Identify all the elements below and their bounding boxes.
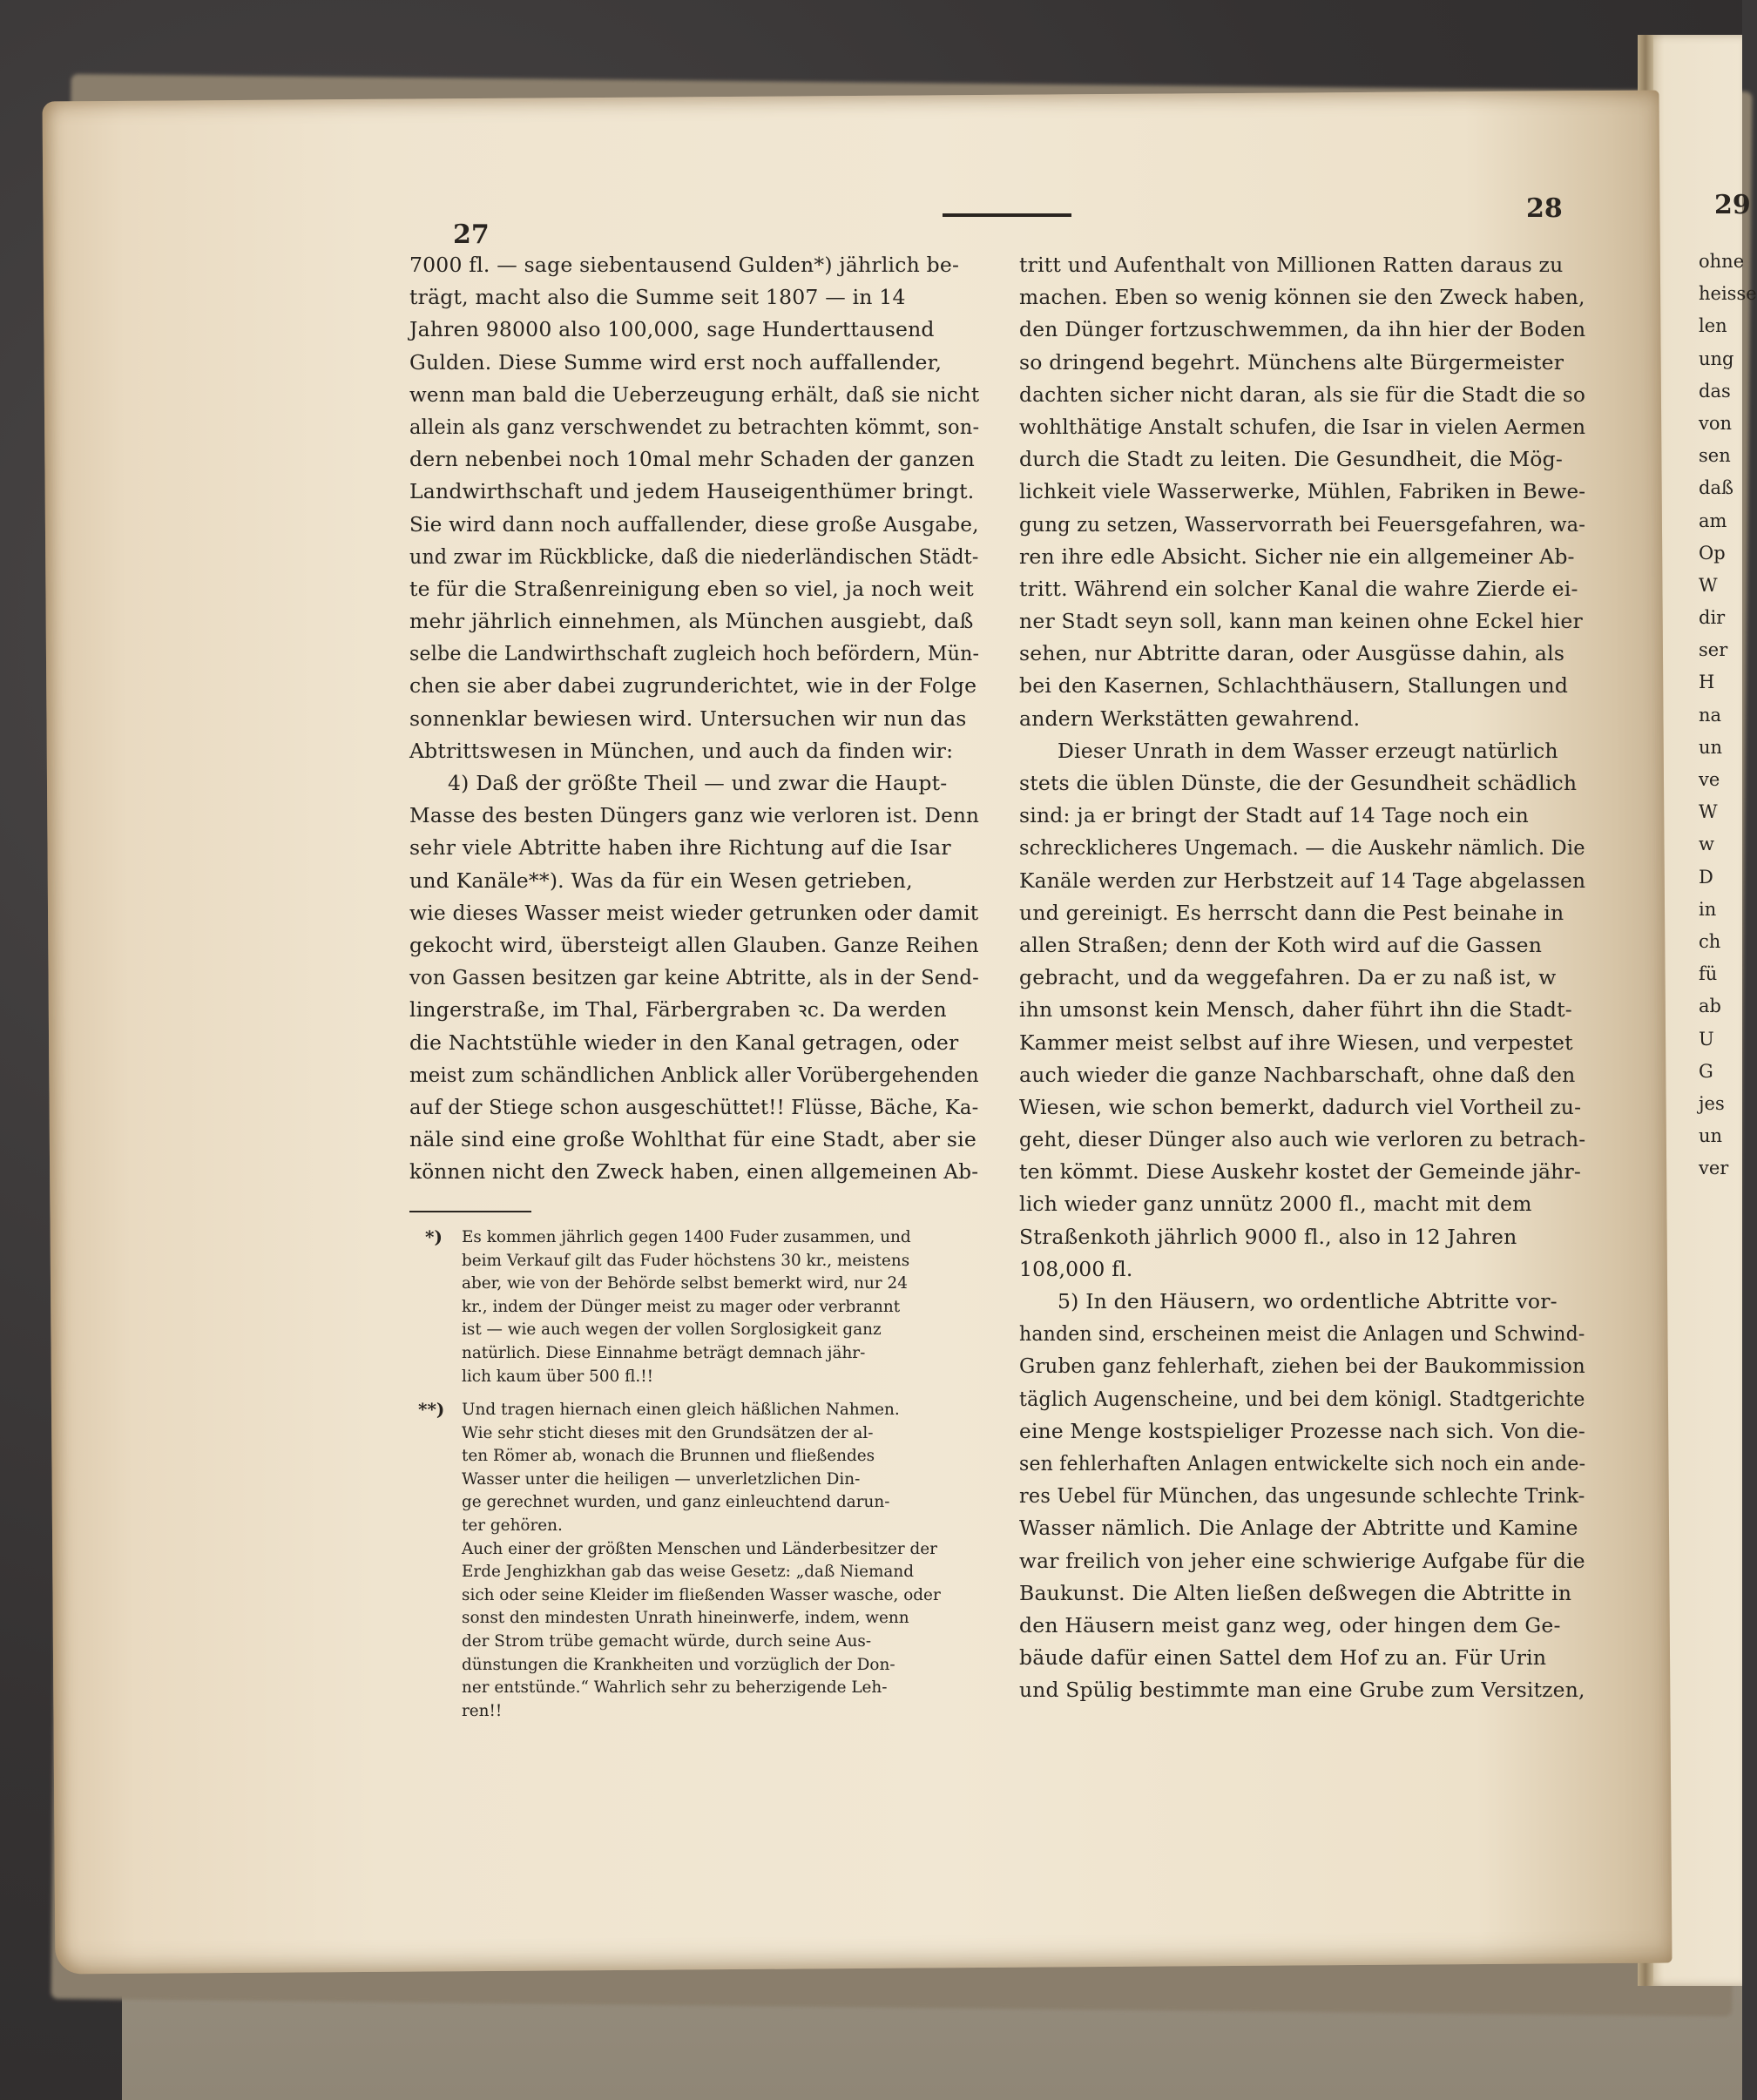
edge-fragment: D (1699, 866, 1713, 888)
edge-fragment: ung (1699, 348, 1734, 369)
edge-fragment: Op (1699, 542, 1726, 564)
text-line: Dieser Unrath in dem Wasser erzeugt natürlich (1058, 738, 1558, 763)
text-line: Gruben ganz fehlerhaft, ziehen bei der Baukommission (1019, 1354, 1585, 1379)
edge-fragment: daß (1699, 477, 1733, 499)
footnote-mark-2: **) (418, 1399, 445, 1420)
text-line: wie dieses Wasser meist wieder getrunken oder damit (409, 900, 979, 925)
text-line: und Spülig bestimmte man eine Grube zum Versitzen, (1019, 1678, 1585, 1703)
text-line: bäude dafür einen Sattel dem Hof zu an. Für Urin (1019, 1645, 1547, 1671)
edge-fragment: G (1699, 1060, 1713, 1082)
edge-fragment: H (1699, 672, 1715, 693)
footnote-2 (462, 1399, 941, 1723)
edge-fragment: ve (1699, 769, 1720, 790)
text-line: schrecklicheres Ungemach. — die Auskehr nämlich. Die (1019, 835, 1585, 861)
text-line: handen sind, erscheinen meist die Anlagen und Schwind- (1019, 1321, 1585, 1347)
text-line: Straßenkoth jährlich 9000 fl., also in 12 Jahren (1019, 1224, 1517, 1249)
text-line: sen fehlerhaften Anlagen entwickelte sich noch ein ande- (1019, 1450, 1586, 1475)
text-line: bei den Kasernen, Schlachthäusern, Stallungen und (1019, 673, 1569, 699)
text-line: Gulden. Diese Summe wird erst noch auffallender, (409, 349, 943, 375)
text-line: wenn man bald die Ueberzeugung erhält, daß sie nicht (409, 382, 980, 407)
edge-fragment: len (1699, 315, 1727, 337)
edge-fragment: na (1699, 704, 1722, 726)
text-line: Landwirthschaft und jedem Hauseigenthümer bringt. (409, 479, 975, 504)
text-line: ren ihre edle Absicht. Sicher nie ein allgemeiner Ab- (1019, 544, 1575, 569)
footnote-line: Und tragen hiernach einen gleich häßlichen Nahmen. (462, 1401, 900, 1419)
text-line: tritt und Aufenthalt von Millionen Ratten daraus zu (1019, 253, 1564, 277)
edge-fragment: W (1699, 574, 1718, 596)
text-line: Wasser nämlich. Die Anlage der Abtritte und Kamine (1019, 1516, 1578, 1541)
edge-fragment: sen (1699, 445, 1731, 467)
edge-fragment: heisse (1699, 283, 1757, 305)
edge-fragment: das (1699, 380, 1731, 402)
text-line: ner Stadt seyn soll, kann man keinen ohne Eckel hier (1019, 609, 1583, 634)
footnote-line: der Strom trübe gemacht würde, durch seine Aus- (462, 1631, 872, 1651)
header-rule (943, 213, 1071, 217)
footnote-line: Wasser unter die heiligen — unverletzlichen Din- (462, 1469, 861, 1489)
text-line: lingerstraße, im Thal, Färbergraben ꝛc. Da werden (409, 997, 947, 1023)
text-line: allein als ganz verschwendet zu betrachten kömmt, son- (409, 414, 980, 439)
text-line: mehr jährlich einnehmen, als München ausgiebt, daß (409, 609, 974, 634)
text-line: geht, dieser Dünger also auch wie verloren zu betrach- (1019, 1127, 1586, 1152)
text-line: Jahren 98000 also 100,000, sage Hunderttausend (409, 317, 935, 342)
edge-fragment: fü (1699, 963, 1718, 985)
text-line: eine Menge kostspieliger Prozesse nach sich. Von die- (1019, 1418, 1585, 1443)
text-line: gekocht wird, übersteigt allen Glauben. Ganze Reihen (409, 932, 979, 957)
edge-fragment: ab (1699, 996, 1721, 1017)
text-line: machen. Eben so wenig können sie den Zweck haben, (1019, 285, 1585, 310)
text-line: 5) In den Häusern, wo ordentliche Abtritte vor- (1058, 1289, 1558, 1313)
footnote-line: sich oder seine Kleider im fließenden Wasser wasche, oder (462, 1585, 941, 1604)
text-line: und Kanäle**). Was da für ein Wesen getrieben, (409, 868, 913, 893)
text-line: den Dünger fortzuschwemmen, da ihn hier der Boden (1019, 317, 1586, 342)
text-line: Sie wird dann noch auffallender, diese große Ausgabe, (409, 511, 979, 537)
text-line: sehen, nur Abtritte daran, oder Ausgüsse dahin, als (1019, 641, 1565, 666)
text-line: auf der Stiege schon ausgeschüttet!! Flüsse, Bäche, Ka- (409, 1094, 979, 1119)
edge-fragment: ser (1699, 639, 1728, 661)
footnote-line: aber, wie von der Behörde selbst bemerkt wird, nur 24 (462, 1274, 908, 1293)
text-line: Kammer meist selbst auf ihre Wiesen, und verpestet (1019, 1030, 1573, 1055)
text-line: te für die Straßenreinigung eben so viel, ja noch weit (409, 576, 974, 601)
text-line: gebracht, und da weggefahren. Da er zu naß ist, w (1019, 965, 1557, 990)
text-line: selbe die Landwirthschaft zugleich hoch befördern, Mün- (409, 641, 980, 666)
text-line: von Gassen besitzen gar keine Abtritte, als in der Send- (409, 965, 980, 990)
footnote-line: dünstungen die Krankheiten und vorzüglich der Don- (462, 1655, 895, 1674)
footnote-line: natürlich. Diese Einnahme beträgt demnach jähr- (462, 1343, 866, 1362)
edge-fragment: un (1699, 736, 1723, 758)
edge-fragment: dir (1699, 607, 1726, 629)
footnote-line: Auch einer der größten Menschen und Länderbesitzer der (462, 1539, 937, 1558)
footnote-line: ten Römer ab, wonach die Brunnen und fließendes (462, 1447, 875, 1466)
text-line: Wiesen, wie schon bemerkt, dadurch viel Vortheil zu- (1019, 1094, 1582, 1119)
text-line: Baukunst. Die Alten ließen deßwegen die Abtritte in (1019, 1580, 1572, 1605)
text-line: durch die Stadt zu leiten. Die Gesundheit, die Mög- (1019, 447, 1564, 472)
text-line: allen Straßen; denn der Koth wird auf die Gassen (1019, 932, 1543, 957)
edge-fragment: W (1699, 801, 1718, 823)
footnote-line: ren!! (462, 1701, 503, 1720)
text-line: Abtrittswesen in München, und auch da finden wir: (409, 738, 954, 763)
footnote-line: ist — wie auch wegen der vollen Sorglosigkeit ganz (462, 1320, 882, 1340)
edge-fragment: ohne (1699, 251, 1745, 272)
text-line: die Nachtstühle wieder in den Kanal getragen, oder (409, 1030, 959, 1055)
text-line: 7000 fl. — sage siebentausend Gulden*) jährlich be- (409, 253, 960, 277)
footnote-line: ner entstünde.“ Wahrlich sehr zu beherzigende Leh- (462, 1678, 888, 1698)
edge-fragment: w (1699, 834, 1714, 855)
edge-fragment: ver (1699, 1158, 1729, 1179)
text-line: sind: ja er bringt der Stadt auf 14 Tage noch ein (1019, 803, 1529, 828)
next-page-edge-text (1699, 246, 1757, 1185)
text-line: ten kömmt. Diese Auskehr kostet der Gemeinde jähr- (1019, 1159, 1582, 1185)
edge-fragment: ch (1699, 930, 1721, 952)
footnote-line: kr., indem der Dünger meist zu mager oder verbrannt (462, 1297, 901, 1316)
footnote-line: Wie sehr sticht dieses mit den Grundsätzen der al- (462, 1423, 874, 1442)
edge-fragment: von (1699, 412, 1733, 434)
text-line: näle sind eine große Wohlthat für eine Stadt, aber sie (409, 1127, 976, 1152)
text-line: dern nebenbei noch 10mal mehr Schaden der ganzen (409, 447, 975, 472)
text-line: stets die üblen Dünste, die der Gesundheit schädlich (1019, 771, 1578, 795)
footnote-line: Erde Jenghizkhan gab das weise Gesetz: „daß Niemand (462, 1563, 914, 1582)
text-line: können nicht den Zweck haben, einen allgemeinen Ab- (409, 1159, 979, 1185)
left-text-column (409, 249, 979, 1188)
text-line: andern Werkstätten gewahrend. (1019, 706, 1361, 731)
text-line: lichkeit viele Wasserwerke, Mühlen, Fabriken in Bewe- (1019, 479, 1586, 504)
edge-fragment: in (1699, 898, 1717, 920)
edge-fragment: jes (1699, 1092, 1725, 1114)
text-line: Masse des besten Düngers ganz wie verloren ist. Denn (409, 803, 980, 828)
text-line: ihn umsonst kein Mensch, daher führt ihn die Stadt- (1019, 997, 1572, 1023)
right-text-column (1019, 249, 1585, 1706)
footnote-rule (409, 1211, 531, 1212)
page-number-left: 27 (453, 219, 490, 250)
text-line: trägt, macht also die Summe seit 1807 — in 14 (409, 285, 906, 310)
text-line: den Häusern meist ganz weg, oder hingen dem Ge- (1019, 1612, 1561, 1637)
footnote-1 (462, 1226, 911, 1388)
footnote-line: lich kaum über 500 fl.!! (462, 1367, 653, 1386)
text-line: tritt. Während ein solcher Kanal die wahre Zierde ei- (1019, 576, 1578, 601)
text-line: meist zum schändlichen Anblick aller Vorübergehenden (409, 1062, 979, 1087)
text-line: und gereinigt. Es herrscht dann die Pest beinahe in (1019, 900, 1564, 925)
text-line: war freilich von jeher eine schwierige Aufgabe für die (1019, 1548, 1585, 1573)
footnote-mark-1: *) (425, 1226, 443, 1247)
text-line: täglich Augenscheine, und bei dem königl. Stadtgerichte (1019, 1386, 1585, 1411)
text-line: gung zu setzen, Wasservorrath bei Feuersgefahren, wa- (1019, 511, 1586, 537)
edge-fragment: U (1699, 1028, 1714, 1050)
text-line: lich wieder ganz unnütz 2000 fl., macht mit dem (1019, 1192, 1532, 1217)
footnote-line: sonst den mindesten Unrath hineinwerfe, indem, wenn (462, 1609, 909, 1628)
edge-fragment: am (1699, 510, 1727, 531)
text-line: auch wieder die ganze Nachbarschaft, ohne daß den (1019, 1062, 1576, 1087)
footnote-line: Es kommen jährlich gegen 1400 Fuder zusammen, und (462, 1228, 911, 1246)
text-line: sonnenklar bewiesen wird. Untersuchen wir nun das (409, 706, 967, 731)
text-line: sehr viele Abtritte haben ihre Richtung auf die Isar (409, 835, 951, 861)
text-line: Kanäle werden zur Herbstzeit auf 14 Tage abgelassen (1019, 868, 1586, 893)
text-line: 108,000 fl. (1019, 1256, 1133, 1281)
footnote-line: beim Verkauf gilt das Fuder höchstens 30 kr., meistens (462, 1251, 910, 1270)
footnote-line: ter gehören. (462, 1516, 563, 1535)
text-line: wohlthätige Anstalt schufen, die Isar in vielen Aermen (1019, 414, 1586, 439)
page-number-right: 28 (1526, 193, 1563, 224)
footnote-line: ge gerechnet wurden, und ganz einleuchtend darun- (462, 1493, 890, 1512)
text-line: und zwar im Rückblicke, daß die niederländischen Städt- (409, 544, 979, 569)
text-line: 4) Daß der größte Theil — und zwar die Haupt- (448, 771, 948, 795)
text-line: so dringend begehrt. Münchens alte Bürgermeister (1019, 349, 1564, 375)
edge-fragment: un (1699, 1125, 1723, 1147)
page-number-next: 29 (1714, 190, 1751, 220)
text-line: dachten sicher nicht daran, als sie für die Stadt die so (1019, 382, 1586, 407)
text-line: res Uebel für München, das ungesunde schlechte Trink- (1019, 1483, 1585, 1509)
text-line: chen sie aber dabei zugrunderichtet, wie in der Folge (409, 673, 977, 699)
